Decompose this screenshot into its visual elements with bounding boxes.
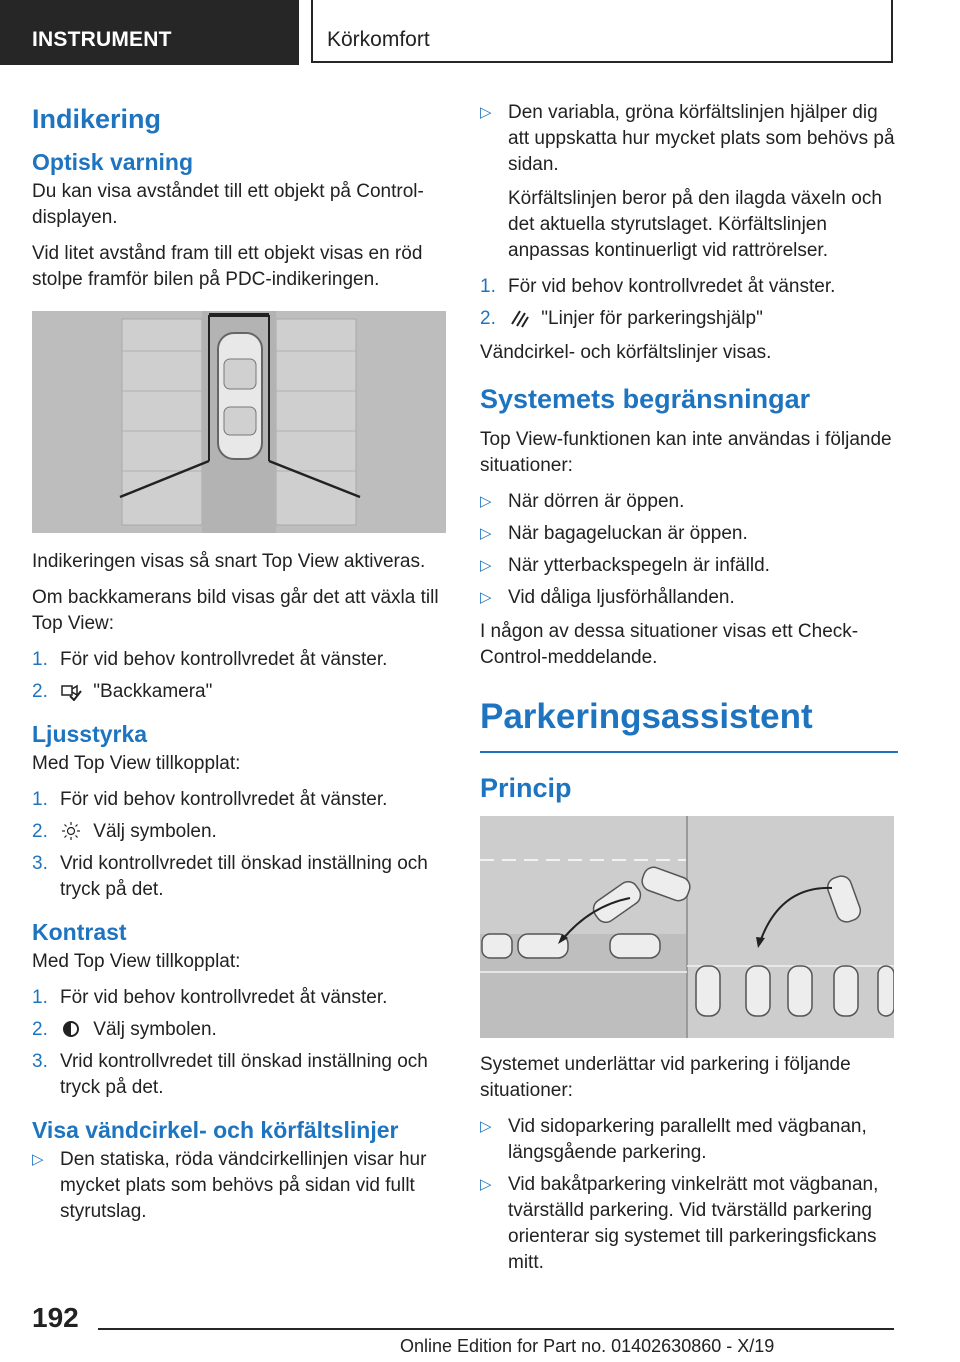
list-item: 2. Välj symbolen. bbox=[32, 821, 217, 842]
bullet-triangle-icon: ▷ bbox=[480, 525, 492, 542]
heading-parkeringsassistent: Parkeringsassistent bbox=[480, 697, 813, 736]
camera-icon bbox=[60, 681, 82, 701]
paragraph: Om backkamerans bild visas går det att växla till Top View: bbox=[32, 587, 439, 634]
brightness-steps bbox=[32, 787, 450, 903]
header-section-tab bbox=[0, 0, 299, 65]
footer-rule bbox=[98, 1328, 894, 1330]
page-number: 192 bbox=[32, 1302, 79, 1333]
list-item: 1. För vid behov kontrollvredet åt vänster. bbox=[480, 276, 836, 297]
header-chapter-box bbox=[311, 0, 893, 63]
paragraph: Vändcirkel- och körfältslinjer visas. bbox=[480, 342, 772, 363]
heading-begransningar: Systemets begränsningar bbox=[480, 384, 811, 414]
list-item: 2. "Linjer för parkeringshjälp" bbox=[480, 308, 763, 329]
parking-assistant-image bbox=[480, 816, 894, 1038]
paragraph: Systemet underlättar vid parkering i följande situationer: bbox=[480, 1053, 851, 1101]
paragraph: I någon av dessa situationer visas ett Check-Control-meddelande. bbox=[480, 621, 859, 668]
bullet-triangle-icon: ▷ bbox=[480, 493, 492, 510]
list-item: ▷ Vid bakåtparkering vinkelrätt mot vägbanan, tvärställd parkering. Vid tvärställd parkering orienterar sig systemet till parkeringsfickans mitt. bbox=[480, 1173, 879, 1273]
paragraph: Vid litet avstånd fram till ett objekt visas en röd stolpe framför bilen på PDC-indikeringen. bbox=[32, 243, 423, 290]
vand-bullets-continued bbox=[480, 100, 898, 178]
parking-lines-steps bbox=[480, 274, 898, 332]
heading-optisk-varning: Optisk varning bbox=[32, 149, 194, 175]
limitation-bullets bbox=[480, 489, 898, 611]
heading-vandcirkel: Visa vändcirkel- och körfältslinjer bbox=[32, 1117, 399, 1143]
bullet-triangle-icon: ▷ bbox=[480, 1175, 492, 1193]
list-item: ▷ När ytterbackspegeln är infälld. bbox=[480, 553, 898, 579]
left-column bbox=[32, 100, 450, 1233]
heading-indikering: Indikering bbox=[32, 104, 162, 134]
contrast-steps bbox=[32, 985, 450, 1101]
paragraph: Indikeringen visas så snart Top View aktiveras. bbox=[32, 551, 426, 572]
bullet-triangle-icon: ▷ bbox=[480, 1117, 492, 1135]
contrast-icon bbox=[60, 1019, 82, 1039]
list-item: ▷ Vid dåliga ljusförhållanden. bbox=[480, 585, 898, 611]
vand-bullets bbox=[32, 1147, 450, 1225]
list-item: ▷ När bagageluckan är öppen. bbox=[480, 521, 898, 547]
paragraph: Med Top View tillkopplat: bbox=[32, 753, 241, 774]
list-item: 2. Välj symbolen. bbox=[32, 1019, 217, 1040]
list-item: 1. För vid behov kontrollvredet åt vänster. bbox=[32, 987, 388, 1008]
heading-ljusstyrka: Ljusstyrka bbox=[32, 721, 148, 747]
backcam-steps bbox=[32, 647, 450, 705]
heading-kontrast: Kontrast bbox=[32, 919, 127, 945]
list-item: ▷ Vid sidoparkering parallellt med vägbanan, längsgående parkering. bbox=[480, 1115, 867, 1163]
list-item: ▷ Den variabla, gröna körfältslinjen hjälper dig att uppskatta hur mycket plats som behövs på sidan. bbox=[480, 102, 895, 175]
list-item: 1. För vid behov kontrollvredet åt vänster. bbox=[32, 649, 388, 670]
paragraph: Körfältslinjen beror på den ilagda växeln och det aktuella styrutslaget. Körfältslinjen anpassas kontinuerligt vid rattrörelser. bbox=[508, 188, 882, 261]
bullet-triangle-icon: ▷ bbox=[32, 1151, 44, 1168]
top-view-parking-image bbox=[32, 311, 446, 533]
parking-bullets bbox=[480, 1114, 898, 1276]
list-item: ▷ När dörren är öppen. bbox=[480, 489, 898, 515]
list-item: 3. Vrid kontrollvredet till önskad inställning och tryck på det. bbox=[32, 853, 428, 900]
paragraph: Top View-funktionen kan inte användas i följande situationer: bbox=[480, 429, 892, 476]
right-column bbox=[480, 100, 898, 1284]
bullet-triangle-icon: ▷ bbox=[480, 104, 492, 121]
bullet-triangle-icon: ▷ bbox=[480, 557, 492, 574]
list-item: 3. Vrid kontrollvredet till önskad inställning och tryck på det. bbox=[32, 1051, 428, 1098]
bullet-triangle-icon: ▷ bbox=[480, 589, 492, 606]
parking-lines-icon bbox=[508, 308, 530, 328]
footer-edition: Online Edition for Part no. 01402630860 - X/19 bbox=[400, 1336, 775, 1356]
paragraph: Med Top View tillkopplat: bbox=[32, 951, 241, 972]
paragraph: Du kan visa avståndet till ett objekt på Control-displayen. bbox=[32, 181, 424, 228]
brightness-icon bbox=[60, 821, 82, 841]
header-section-label: INSTRUMENT bbox=[32, 28, 172, 51]
heading-rule bbox=[480, 751, 898, 753]
list-item: 2. "Backkamera" bbox=[32, 681, 213, 702]
header-chapter-label: Körkomfort bbox=[327, 28, 430, 51]
list-item: 1. För vid behov kontrollvredet åt vänster. bbox=[32, 789, 388, 810]
list-item: ▷ Den statiska, röda vändcirkellinjen visar hur mycket plats som behövs på sidan vid fullt styrutslag. bbox=[32, 1149, 427, 1222]
heading-princip: Princip bbox=[480, 772, 572, 803]
